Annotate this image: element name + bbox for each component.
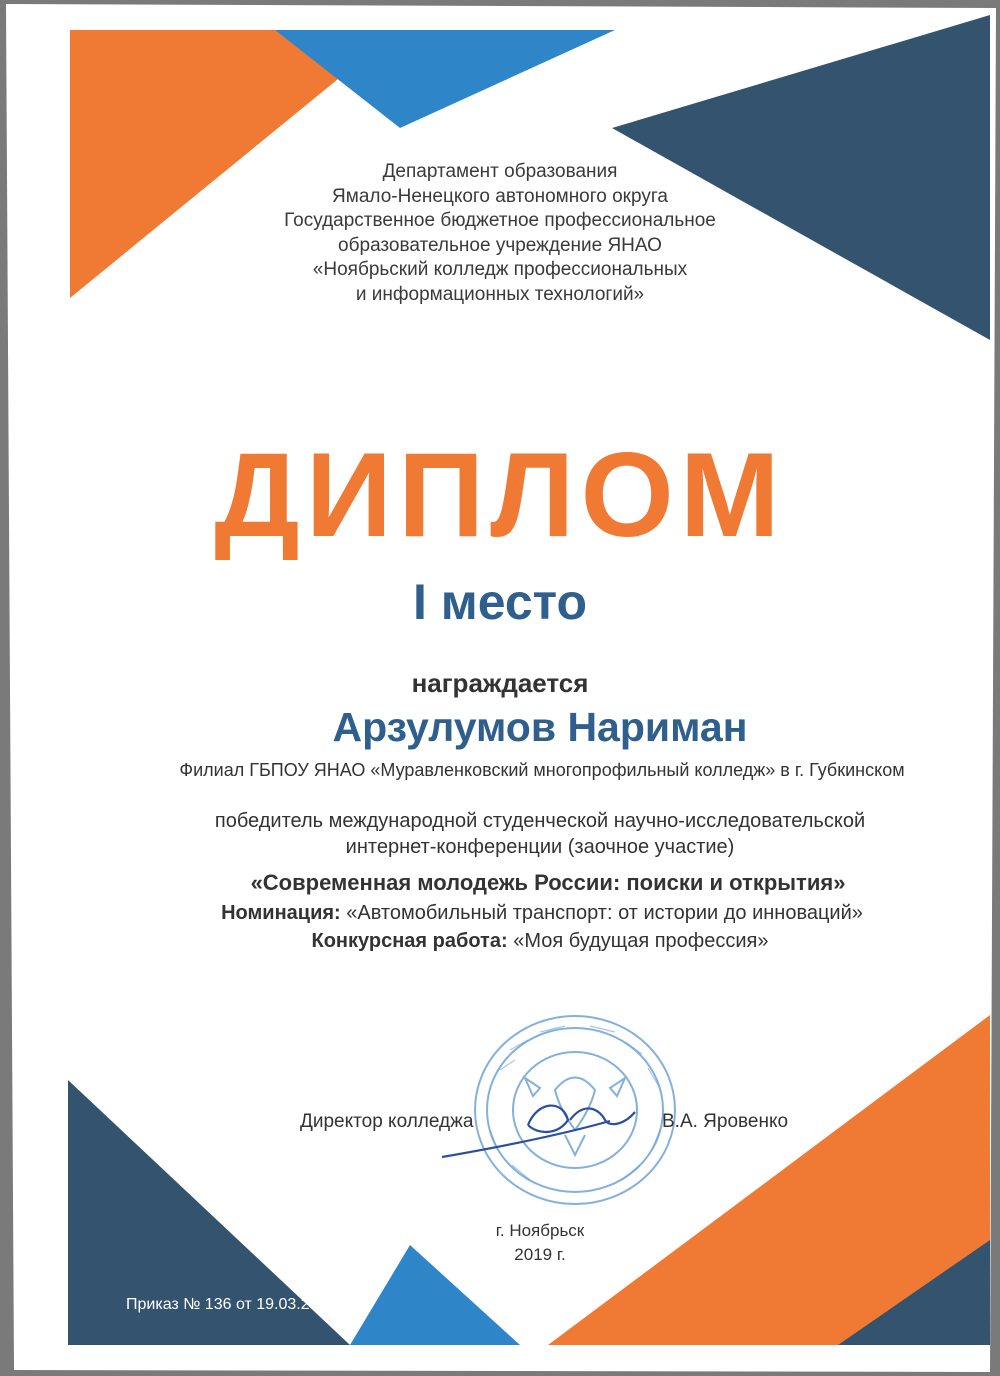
conference-title: «Современная молодежь России: поиски и открытия» bbox=[250, 870, 846, 895]
issuer-line: Департамент образования bbox=[382, 161, 618, 182]
recipient-institution: Филиал ГБПОУ ЯНАО «Муравленковский многопрофильный колледж» в г. Губкинском bbox=[179, 760, 905, 780]
signature-position: Директор колледжа bbox=[300, 1111, 474, 1132]
work-value: «Моя будущая профессия» bbox=[507, 930, 769, 952]
nomination bbox=[42, 902, 1000, 925]
issuer-block bbox=[0, 160, 1000, 307]
recipient-name: Арзулумов Нариман bbox=[332, 704, 748, 750]
competition-work bbox=[40, 930, 1000, 953]
order-reference: Приказ № 136 от 19.03.2019 bbox=[126, 1296, 337, 1313]
issuer-line: Государственное бюджетное профессиональное bbox=[284, 210, 716, 231]
issuer-line: образовательное учреждение ЯНАО bbox=[338, 234, 662, 256]
awarded-label: награждается bbox=[411, 668, 589, 698]
achievement-line: интернет-конференции (заочное участие) bbox=[345, 836, 735, 858]
city: г. Ноябрьск bbox=[495, 1221, 585, 1240]
issuer-line: и информационных технологий» bbox=[355, 283, 645, 305]
place-date-block bbox=[440, 1219, 640, 1267]
nomination-label: Номинация: bbox=[221, 902, 341, 924]
achievement-description bbox=[40, 808, 1000, 860]
year: 2019 г. bbox=[514, 1245, 566, 1264]
issuer-line: «Ноябрьский колледж профессиональных bbox=[312, 259, 688, 280]
nomination-value: «Автомобильный транспорт: от истории до инноваций» bbox=[340, 902, 863, 924]
place-label: I место bbox=[412, 574, 588, 630]
diploma-title: ДИПЛОМ bbox=[214, 428, 786, 562]
signature-name: В.А. Яровенко bbox=[662, 1111, 789, 1132]
achievement-line: победитель международной студенческой научно-исследовательской bbox=[214, 810, 866, 832]
work-label: Конкурсная работа: bbox=[311, 930, 508, 952]
issuer-line: Ямало-Ненецкого автономного округа bbox=[332, 185, 668, 207]
